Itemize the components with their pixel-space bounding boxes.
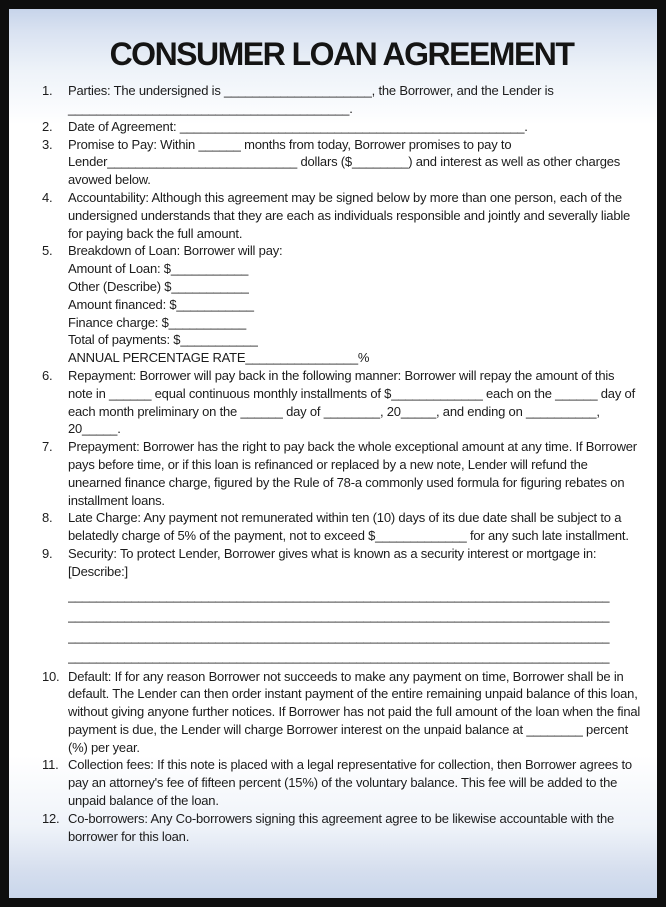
total-of-payments-field: Total of payments: $___________ bbox=[68, 332, 258, 348]
clause-accountability bbox=[42, 189, 641, 242]
document-content bbox=[9, 9, 657, 845]
clause-text: Default: If for any reason Borrower not succeeds to make any payment on time, Borrower shall be in default. The Lender can then order instant payment of the entire remaining unpaid balance of this loan, without giving anyone further notices. If Borrower has not paid the full amount of the loan when the final payment is due, the Lender will charge Borrower interest on the unpaid balance at ________ percent (%) per year. bbox=[68, 668, 641, 755]
security-text: Security: To protect Lender, Borrower gives what is known as a security interest or mortgage in: bbox=[68, 545, 597, 561]
clause-text bbox=[68, 545, 641, 668]
clause-default bbox=[42, 668, 641, 757]
annual-percentage-rate-field: ANNUAL PERCENTAGE RATE________________% bbox=[68, 350, 370, 366]
clause-number: 10. bbox=[42, 668, 60, 684]
security-write-in-area bbox=[68, 586, 641, 668]
finance-charge-field: Finance charge: $___________ bbox=[68, 314, 246, 330]
security-describe-label: [Describe:] bbox=[68, 563, 128, 579]
clause-text: Co-borrowers: Any Co-borrowers signing this agreement agree to be likewise accountable with the borrower for this loan. bbox=[68, 810, 615, 844]
clause-text: Promise to Pay: Within ______ months from today, Borrower promises to pay to Lender___________________________ dollars ($________) and interest as well as other charges avowed below. bbox=[68, 136, 621, 188]
clause-text: Collection fees: If this note is placed with a legal representative for collection, then Borrower agrees to pay an attorney's fee of fifteen percent (15%) of the voluntary balance. This fee will be added to the unpaid balance of the loan. bbox=[68, 757, 632, 809]
clause-text: Prepayment: Borrower has the right to pay back the whole exceptional amount at any time. If Borrower pays before time, or if this loan is refinanced or replaced by a new note, Lender will refund the unearned finance charge, figured by the Rule of 78-a commonly used formula for figuring rebates on installment loans. bbox=[68, 439, 637, 508]
page-title: CONSUMER LOAN AGREEMENT bbox=[109, 36, 574, 72]
clause-text: Repayment: Borrower will pay back in the following manner: Borrower will repay the amount of this note in ______ equal continuous monthly installments of $_____________ each on the ______ day of each month preliminary on the ______ day of ________, 20_____, and ending on __________, 20_____. bbox=[68, 367, 635, 437]
clause-repayment bbox=[42, 367, 641, 438]
clause-number: 11. bbox=[42, 757, 59, 773]
clause-date-of-agreement bbox=[42, 118, 641, 136]
clause-text: Parties: The undersigned is _____________________, the Borrower, and the Lender is ________________________________________. bbox=[68, 83, 554, 116]
write-in-line: _____________________________________________________________________________ bbox=[68, 587, 610, 603]
clause-breakdown-of-loan bbox=[42, 242, 641, 367]
clause-text: Late Charge: Any payment not remunerated within ten (10) days of its due date shall be subject to a belatedly charge of 5% of the payment, not to exceed $_____________ for any such late installment. bbox=[68, 510, 629, 544]
clause-number: 8. bbox=[42, 510, 53, 526]
clause-text: Accountability: Although this agreement may be signed below by more than one person, each of the undersigned understands that they are each as individuals responsible and jointly and severally liable for paying back the full amount. bbox=[68, 189, 631, 241]
breakdown-heading: Breakdown of Loan: Borrower will pay: bbox=[68, 243, 283, 259]
amount-financed-field: Amount financed: $___________ bbox=[68, 296, 254, 312]
clause-number: 9. bbox=[42, 545, 53, 561]
clause-text bbox=[68, 242, 641, 367]
clause-prepayment bbox=[42, 438, 641, 509]
write-in-line: _____________________________________________________________________________ bbox=[68, 649, 610, 664]
other-describe-field: Other (Describe) $___________ bbox=[68, 278, 249, 294]
clause-number: 4. bbox=[42, 189, 53, 205]
clause-collection-fees bbox=[42, 756, 641, 809]
clause-parties bbox=[42, 82, 641, 118]
clause-text: Date of Agreement: _________________________________________________. bbox=[68, 118, 528, 134]
clause-number: 6. bbox=[42, 367, 53, 383]
clause-number: 5. bbox=[42, 243, 53, 259]
clause-number: 12. bbox=[42, 810, 60, 826]
clause-number: 7. bbox=[42, 439, 53, 455]
clause-promise-to-pay bbox=[42, 136, 641, 189]
clause-late-charge bbox=[42, 509, 641, 545]
write-in-line: _____________________________________________________________________________ bbox=[68, 628, 610, 644]
clause-number: 1. bbox=[42, 83, 53, 99]
clause-security bbox=[42, 545, 641, 668]
clause-number: 2. bbox=[42, 118, 53, 134]
write-in-line: _____________________________________________________________________________ bbox=[68, 608, 610, 623]
clause-list bbox=[42, 82, 641, 845]
amount-of-loan-field: Amount of Loan: $___________ bbox=[68, 261, 249, 277]
clause-co-borrowers bbox=[42, 810, 641, 846]
clause-number: 3. bbox=[42, 136, 53, 152]
